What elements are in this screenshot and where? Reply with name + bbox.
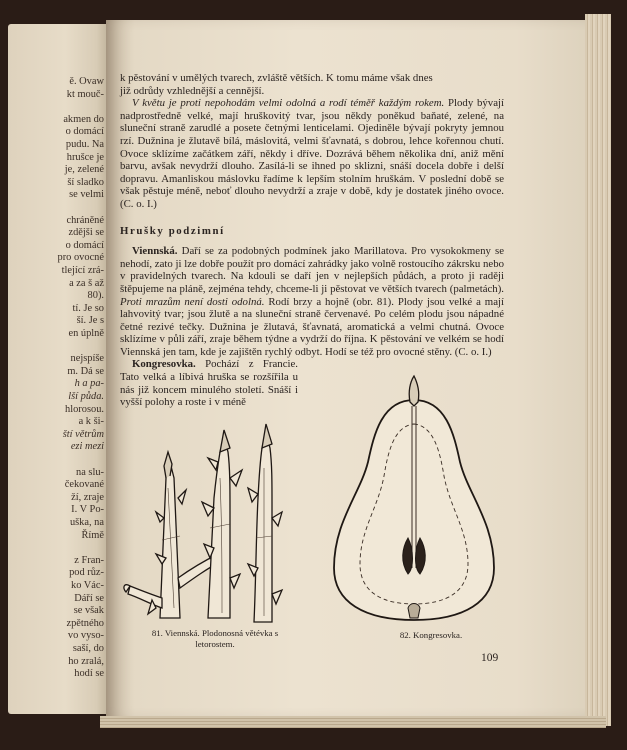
left-page-fragment: tlející zrá- [61, 265, 104, 276]
right-page [106, 20, 588, 718]
left-page-fragment: m. Dá se [67, 365, 104, 377]
left-page-fragment: ho zralá, [68, 655, 104, 667]
left-page-fragment: a k ši- [78, 416, 104, 428]
left-page-fragment: se však [73, 605, 104, 617]
page-text [120, 72, 504, 409]
left-page-fragment: zdějši se [68, 227, 104, 239]
page-number: 109 [481, 652, 499, 664]
left-page-fragment: pro ovocné [57, 252, 104, 264]
left-page-fragment: Dáří se [74, 592, 104, 604]
left-page-edge [8, 24, 112, 714]
kongresovka-text: Pochází z Francie. Tato velká a líbivá hruška se rozšířila u nás již koncem minulého století. Snáší i vyšší polohy a roste i v méně [120, 358, 298, 409]
left-page-fragment: nejspíše [70, 353, 104, 365]
right-page-stack-edge [585, 14, 611, 726]
variety-title-kongresovka: Kongresovka. [132, 358, 196, 371]
left-page-fragment: o domácí [65, 126, 104, 138]
intro-line-2: již odrůdy vzhlednější a cennější. [120, 84, 265, 97]
left-page-fragment: na slu- [76, 466, 104, 478]
left-page-fragment: pod růz- [69, 567, 104, 579]
left-page-fragment: Římě [81, 529, 104, 541]
flower-resistance-italic: V květu je proti nepohodám velmi odolná a rodí téměř každým rokem. [132, 97, 445, 110]
left-page-fragment: hlorosou. [65, 403, 104, 415]
paragraph-kongresovka [120, 358, 298, 408]
left-page-fragment: uška, na [69, 517, 104, 528]
figure-82-pear-section [328, 372, 500, 626]
left-page-fragment: hodí se [74, 668, 104, 680]
figure-81-twigs [122, 418, 292, 628]
left-page-fragment: ší sladko [67, 176, 104, 188]
left-page-fragment: pudu. Na [65, 139, 104, 150]
left-page-fragment: hrušce je [66, 151, 104, 163]
bottom-page-stack-edge [100, 716, 606, 728]
viennska-text-1: Daří se za podobných podmínek jako Marillatova. Pro vysokokmeny se nehodí, zato ji lze dobře použít pro domácí zahrádky jako volně rostoucího zákrsku nebo v pravidelných tvarech. Na kdouli se daří jen v nejlepších půdách, a proto ji raději štěpujeme na pláně, zejména tehdy, chceme-li ji pěstovat ve větších tvarech (palmetách). [120, 245, 504, 295]
left-page-fragment: h a pa- [74, 378, 104, 390]
variety-title-viennska: Viennská. [132, 245, 178, 258]
left-page-fragment: se velmi [69, 189, 104, 201]
left-page-fragment: saší, do [72, 643, 104, 654]
left-page-fragment: zpětného [66, 617, 104, 629]
paragraph-amanliska [120, 97, 504, 210]
section-heading: Hrušky podzimní [120, 224, 225, 237]
left-page-fragment: čekované [64, 479, 104, 491]
left-page-fragment: 80). [87, 290, 104, 302]
left-page-fragment: ko Vác- [71, 580, 104, 591]
left-page-fragment: ezi mezi [70, 441, 104, 453]
left-page-fragment: lší půda. [68, 391, 104, 402]
left-page-fragment: kt mouč- [66, 88, 104, 100]
figure-82-caption: 82. Kongresovka. [399, 630, 463, 640]
left-page-fragment: o domácí [65, 239, 104, 251]
left-page-fragment: chráněné [66, 214, 104, 226]
left-page-fragment: vo vyso- [67, 630, 104, 642]
paragraph-viennska [120, 245, 504, 358]
left-page-fragment: akmen do [63, 113, 104, 125]
paragraph-amanliska-text: Plody bývají nadprostředně velké, mají hruškovitý tvar, jsou někdy poněkud baňaté, zelené, na sluneční straně zarudlé a posete četnými lenticelami. Ojediněle bývají pokryty jemnou rzí. Dužnina je žlutavě bílá, máslovitá, velmi šťavnatá, s dobrou, lehce kořennou chutí. Ovoce sklízíme začátkem září, někdy i dříve. Dozrává během několika dní, aniž mění barvu, avšak nevydrží dlouho. Zasílá-li se ihned po sklizni, snáší docela dobře i delší dopravu. Amanliskou máslovku řadíme k lepším stolním hruškám. V poslední době se však pěstuje méně, neboť dlouho nevydrží a zraje v době, kdy je dostatek jiného ovoce. (C. o. I.) [120, 97, 504, 210]
left-page-fragment: ští větrům [62, 428, 104, 440]
figure-81-caption: 81. Viennská. Plodonosná větévka s letorostem. [151, 628, 279, 649]
intro-line-1: k pěstování v umělých tvarech, zvláště větších. K tomu máme však dnes [120, 72, 433, 84]
left-page-fragment: ě. Ovaw [69, 76, 104, 87]
left-page-fragment: I. V Po- [71, 504, 104, 516]
left-page-fragment: ží, zraje [71, 491, 104, 503]
left-page-fragment: je, zelené [64, 164, 104, 176]
left-page-fragment: en úplně [68, 328, 104, 339]
left-page-fragment: tí. Je so [72, 302, 104, 314]
viennska-text-2: Rodí brzy a hojně (obr. 81). Plody jsou velké a mají lahvovitý tvar; jsou žlutě a na sluneční straně červenavé. Po celém plodu jsou nápadné četné rezivé tečky. Dužnina je žlutavá, šťavnatá, aromatická a velmi chutná. Ovoce sklízíme v půli září, zraje během týdne a vydrží do října. K pěstování ve velkém se hodí Viennská jen tam, kde je zajištěn rychlý odbyt. Hodí se též pro ovocné stěny. (C. o. I.) [120, 295, 504, 358]
left-page-fragment: ší. Je s [76, 315, 104, 327]
left-page-fragment: z Fran- [74, 554, 104, 566]
viennska-italic: Proti mrazům není dosti odolná. [120, 295, 265, 308]
left-page-fragment: a za š až [69, 277, 104, 289]
